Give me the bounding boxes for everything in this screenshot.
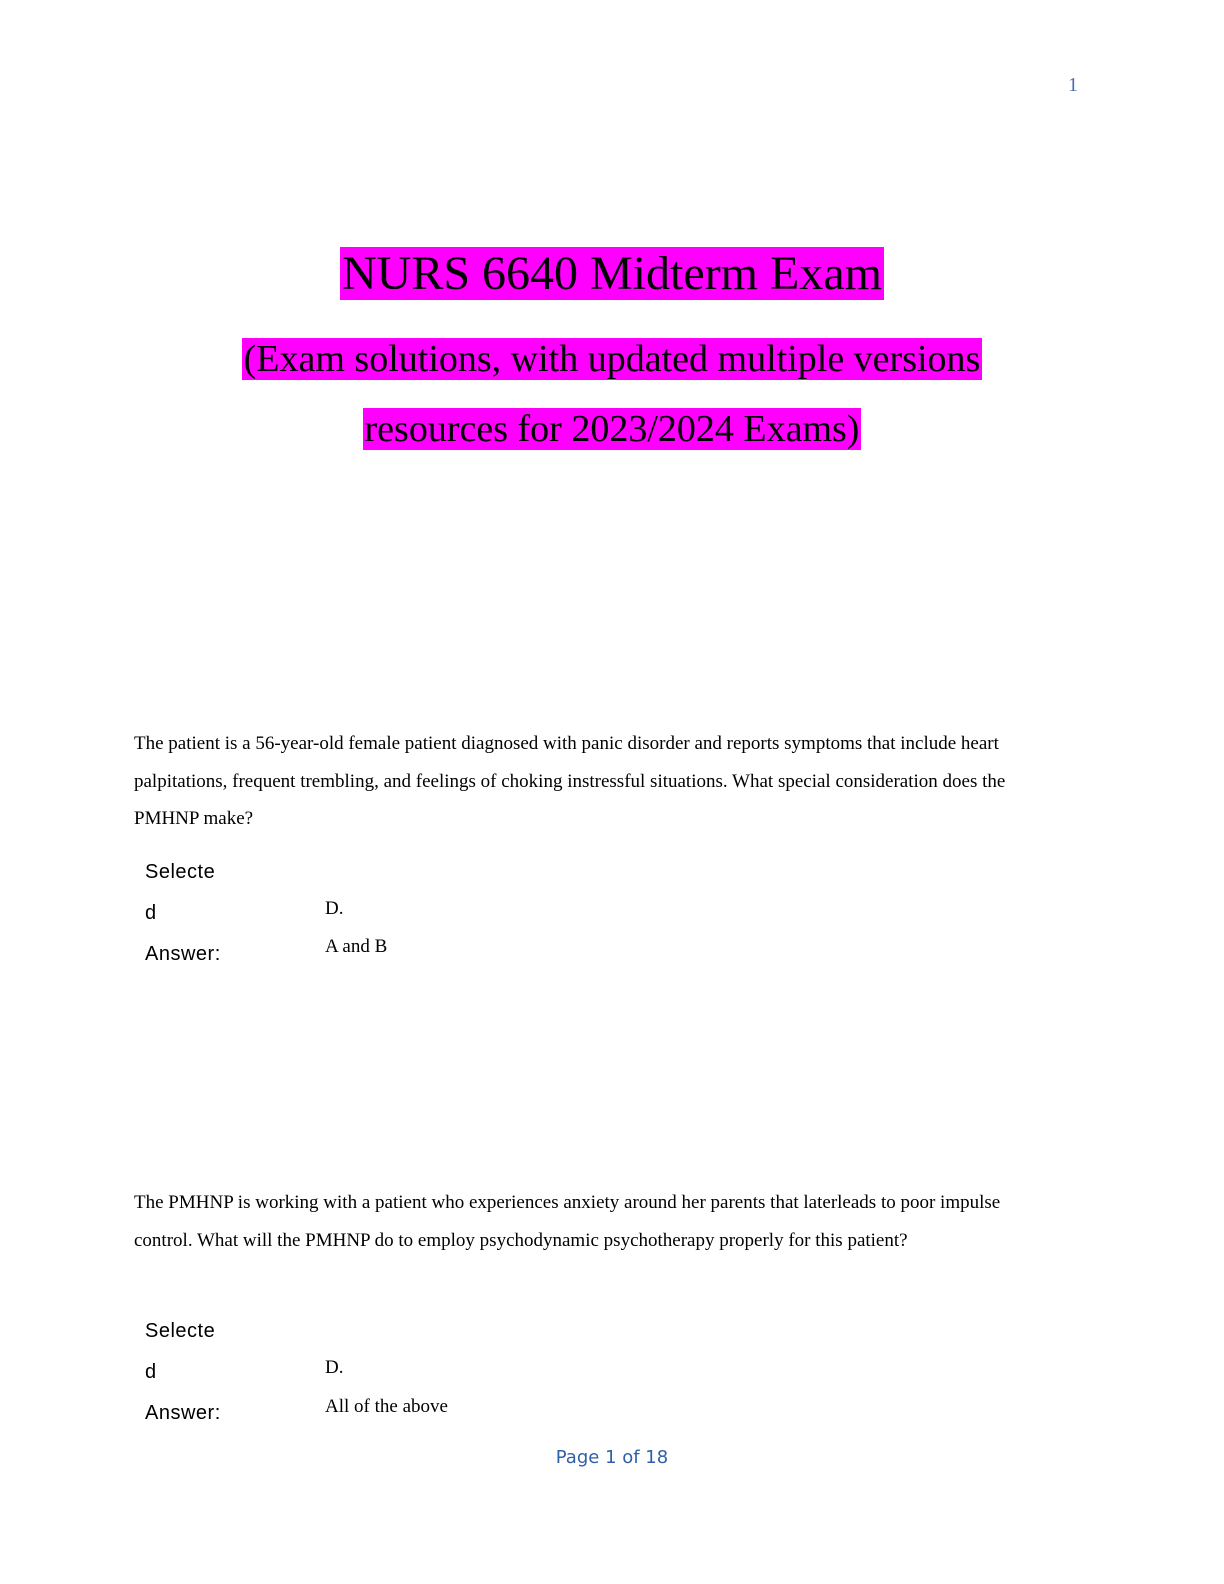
answer-label-line-2: d <box>145 1361 157 1383</box>
question-2-text: The PMHNP is working with a patient who experiences anxiety around her parents that laterleads to poor impulse control. What will the PMHNP do to employ psychodynamic psychotherapy properly for this patient? <box>134 1192 1001 1251</box>
document-title <box>0 244 1224 304</box>
subtitle-line-1-text: (Exam solutions, with updated multiple versions <box>243 338 981 380</box>
answer-label-line-1: Selecte <box>145 861 216 883</box>
footer-page-label: Page 1 of 18 <box>555 1447 669 1468</box>
answer-label-line-3: Answer: <box>145 943 221 965</box>
question-1-text: The patient is a 56-year-old female patient diagnosed with panic disorder and reports symptoms that include heart palpitations, frequent trembling, and feelings of choking instressful situations. What special consideration does the PMHNP make? <box>134 733 1006 829</box>
subtitle-line-1 <box>0 336 1224 382</box>
question-1-answer-text: A and B <box>325 936 388 957</box>
question-2-answer-text: All of the above <box>325 1396 448 1417</box>
question-2-answer-label <box>145 1311 221 1434</box>
question-1-answer-letter: D. <box>325 898 344 919</box>
answer-label-line-1: Selecte <box>145 1320 216 1342</box>
subtitle-line-2 <box>0 406 1224 452</box>
answer-label-line-2: d <box>145 902 157 924</box>
title-main: NURS 6640 Midterm Exam <box>342 247 882 300</box>
question-2-answer-letter: D. <box>325 1357 344 1378</box>
question-1-answer-label <box>145 852 221 975</box>
header-page-number: 1 <box>1068 74 1078 96</box>
subtitle-line-2-text: resources for 2023/2024 Exams) <box>364 408 860 450</box>
answer-label-line-3: Answer: <box>145 1402 221 1424</box>
